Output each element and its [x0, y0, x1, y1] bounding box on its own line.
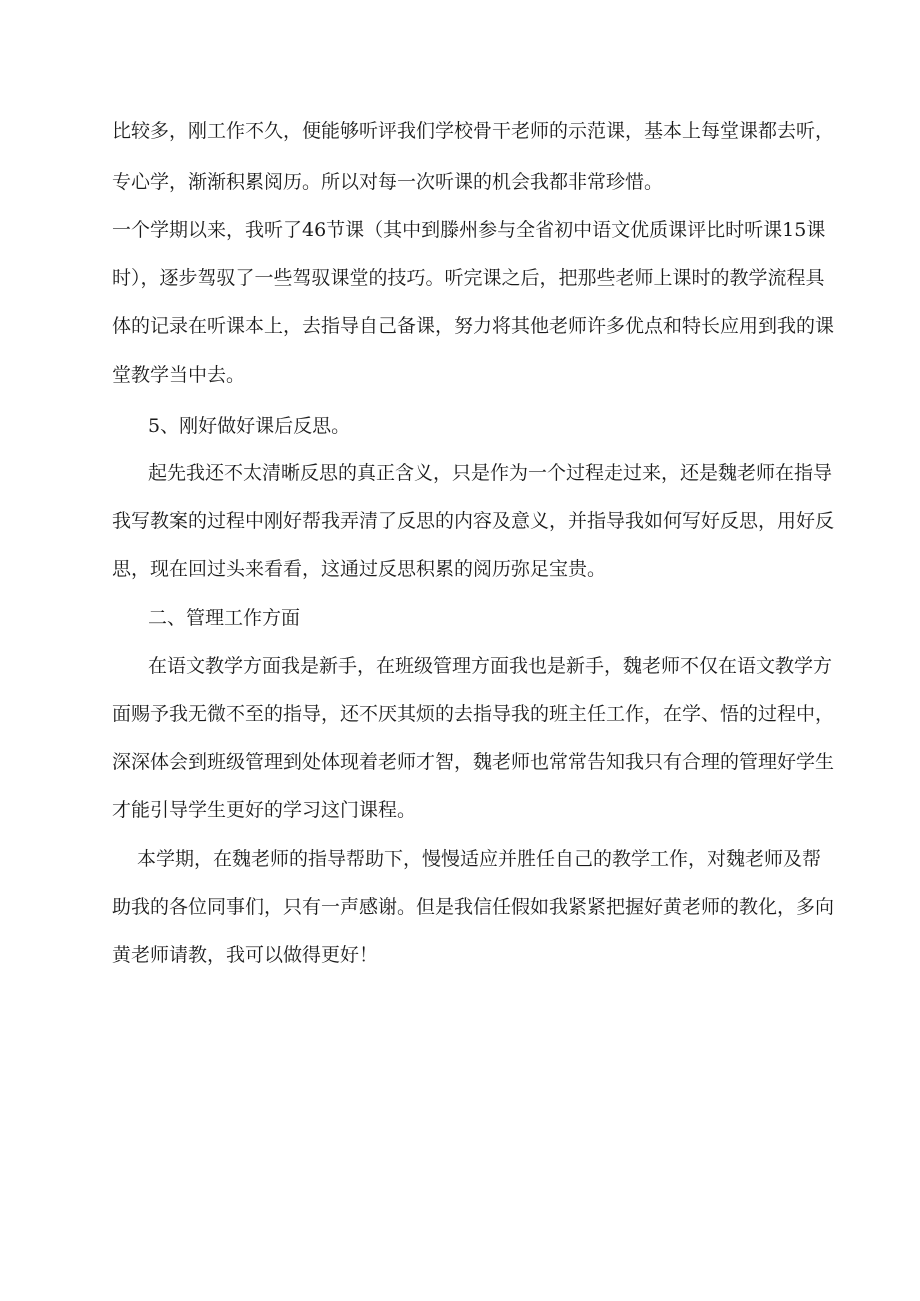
text-line: 面赐予我无微不至的指导，还不厌其烦的去指导我的班主任工作，在学、悟的过程中， — [112, 703, 835, 725]
text-line: 堂教学当中去。 — [112, 364, 246, 386]
text-line: 思，现在回过头来看看，这通过反思积累的阅历弥足宝贵。 — [112, 558, 607, 580]
text-line: 本学期，在魏老师的指导帮助下，慢慢适应并胜任自己的教学工作，对魏老师及帮 — [137, 848, 822, 870]
text-line: 起先我还不太清晰反思的真正含义，只是作为一个过程走过来，还是魏老师在指导 — [148, 462, 833, 484]
text-line: 在语文教学方面我是新手，在班级管理方面我也是新手，魏老师不仅在语文教学方 — [148, 655, 833, 677]
text-line: 我写教案的过程中刚好帮我弄清了反思的内容及意义，并指导我如何写好反思，用好反 — [112, 510, 835, 532]
text-line: 时），逐步驾驭了一些驾驭课堂的技巧。听完课之后，把那些老师上课时的教学流程具 — [112, 267, 825, 289]
section-heading: 5、刚好做好课后反思。 — [148, 415, 351, 437]
text-line: 比较多，刚工作不久，便能够听评我们学校骨干老师的示范课，基本上每堂课都去听， — [112, 120, 835, 142]
text-line: 助我的各位同事们，只有一声感谢。但是我信任假如我紧紧把握好黄老师的教化，多向 — [112, 896, 835, 918]
text-line: 黄老师请教，我可以做得更好！ — [112, 944, 379, 966]
text-line: 深深体会到班级管理到处体现着老师才智，魏老师也常常告知我只有合理的管理好学生 — [112, 751, 835, 773]
text-line: 体的记录在听课本上，去指导自己备课，努力将其他老师许多优点和特长应用到我的课 — [112, 315, 835, 337]
section-heading: 二、管理工作方面 — [148, 607, 301, 629]
text-line: 才能引导学生更好的学习这门课程。 — [112, 799, 417, 821]
text-line: 专心学，渐渐积累阅历。所以对每一次听课的机会我都非常珍惜。 — [112, 171, 664, 193]
text-line: 一个学期以来，我听了46节课（其中到滕州参与全省初中语文优质课评比时听课15课 — [112, 219, 826, 241]
